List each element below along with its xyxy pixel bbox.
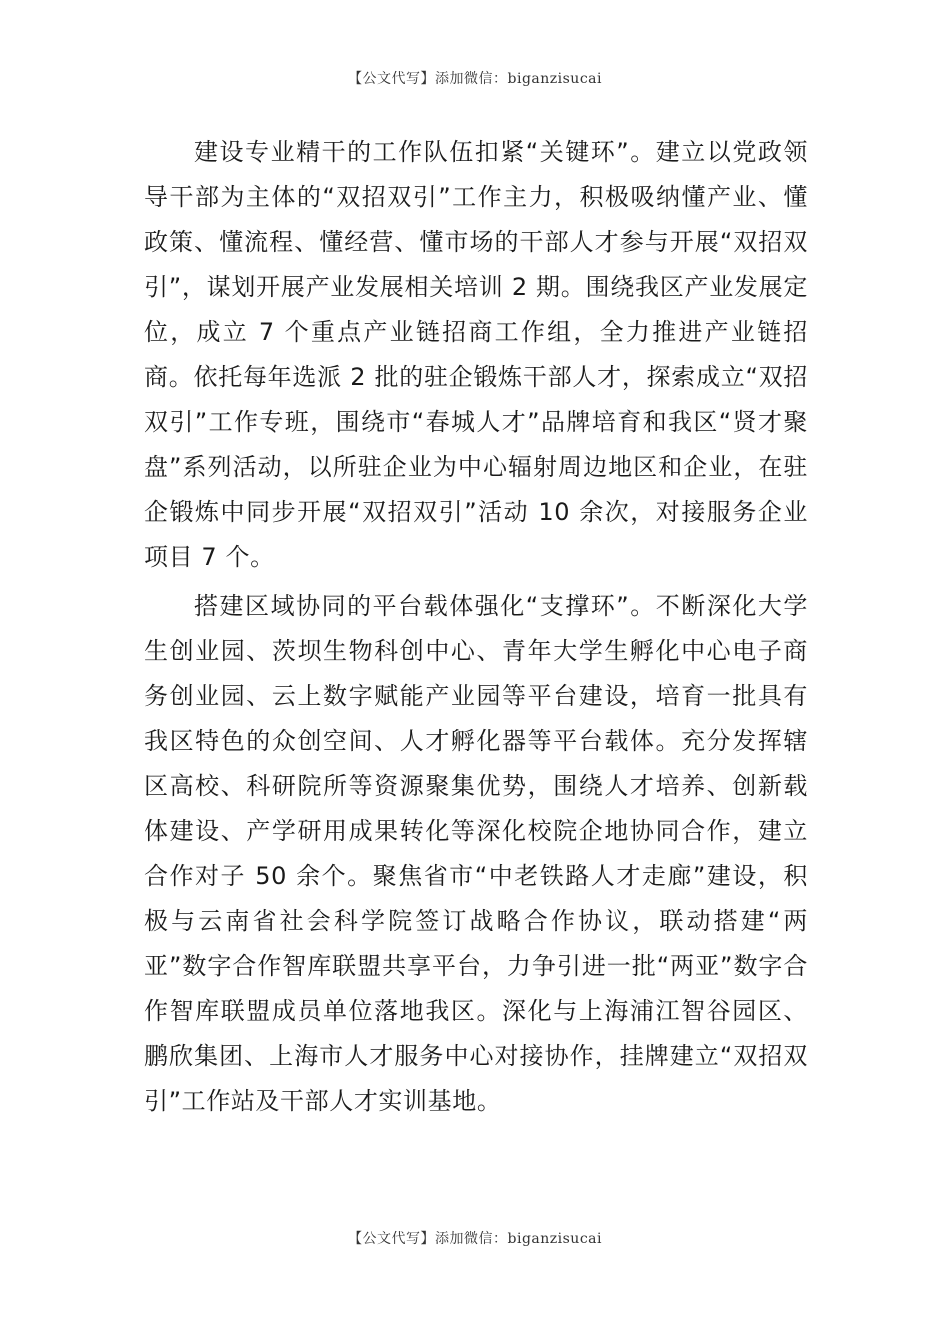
paragraph-block-1 (144, 130, 808, 580)
paragraph-block-2 (144, 584, 808, 1124)
paragraph-key-link: 建设专业精干的工作队伍扣紧“关键环”。建立以党政领导干部为主体的“双招双引”工作主力，积极吸纳懂产业、懂政策、懂流程、懂经营、懂市场的干部人才参与开展“双招双引”，谋划开展产业发展相关培训 2 期。围绕我区产业发展定位，成立 7 个重点产业链招商工作组，全力推进产业链招商。依托每年选派 2 批的驻企锻炼干部人才，探索成立“双招双引”工作专班，围绕市“春城人才”品牌培育和我区“贤才聚盘”系列活动，以所驻企业为中心辐射周边地区和企业，在驻企锻炼中同步开展“双招双引”活动 10 余次，对接服务企业项目 7 个。 (144, 138, 808, 571)
page-header-watermark: 【公文代写】添加微信：biganzisucai (348, 71, 602, 87)
page-footer-watermark: 【公文代写】添加微信：biganzisucai (348, 1231, 602, 1247)
paragraph-support-link: 搭建区域协同的平台载体强化“支撑环”。不断深化大学生创业园、茨坝生物科创中心、青年大学生孵化中心电子商务创业园、云上数字赋能产业园等平台建设，培育一批具有我区特色的众创空间、人才孵化器等平台载体。充分发挥辖区高校、科研院所等资源聚集优势，围绕人才培养、创新载体建设、产学研用成果转化等深化校院企地协同合作，建立合作对子 50 余个。聚焦省市“中老铁路人才走廊”建设，积极与云南省社会科学院签订战略合作协议，联动搭建“两亚”数字合作智库联盟共享平台，力争引进一批“两亚”数字合作智库联盟成员单位落地我区。深化与上海浦江智谷园区、鹏欣集团、上海市人才服务中心对接协作，挂牌建立“双招双引”工作站及干部人才实训基地。 (144, 592, 808, 1115)
